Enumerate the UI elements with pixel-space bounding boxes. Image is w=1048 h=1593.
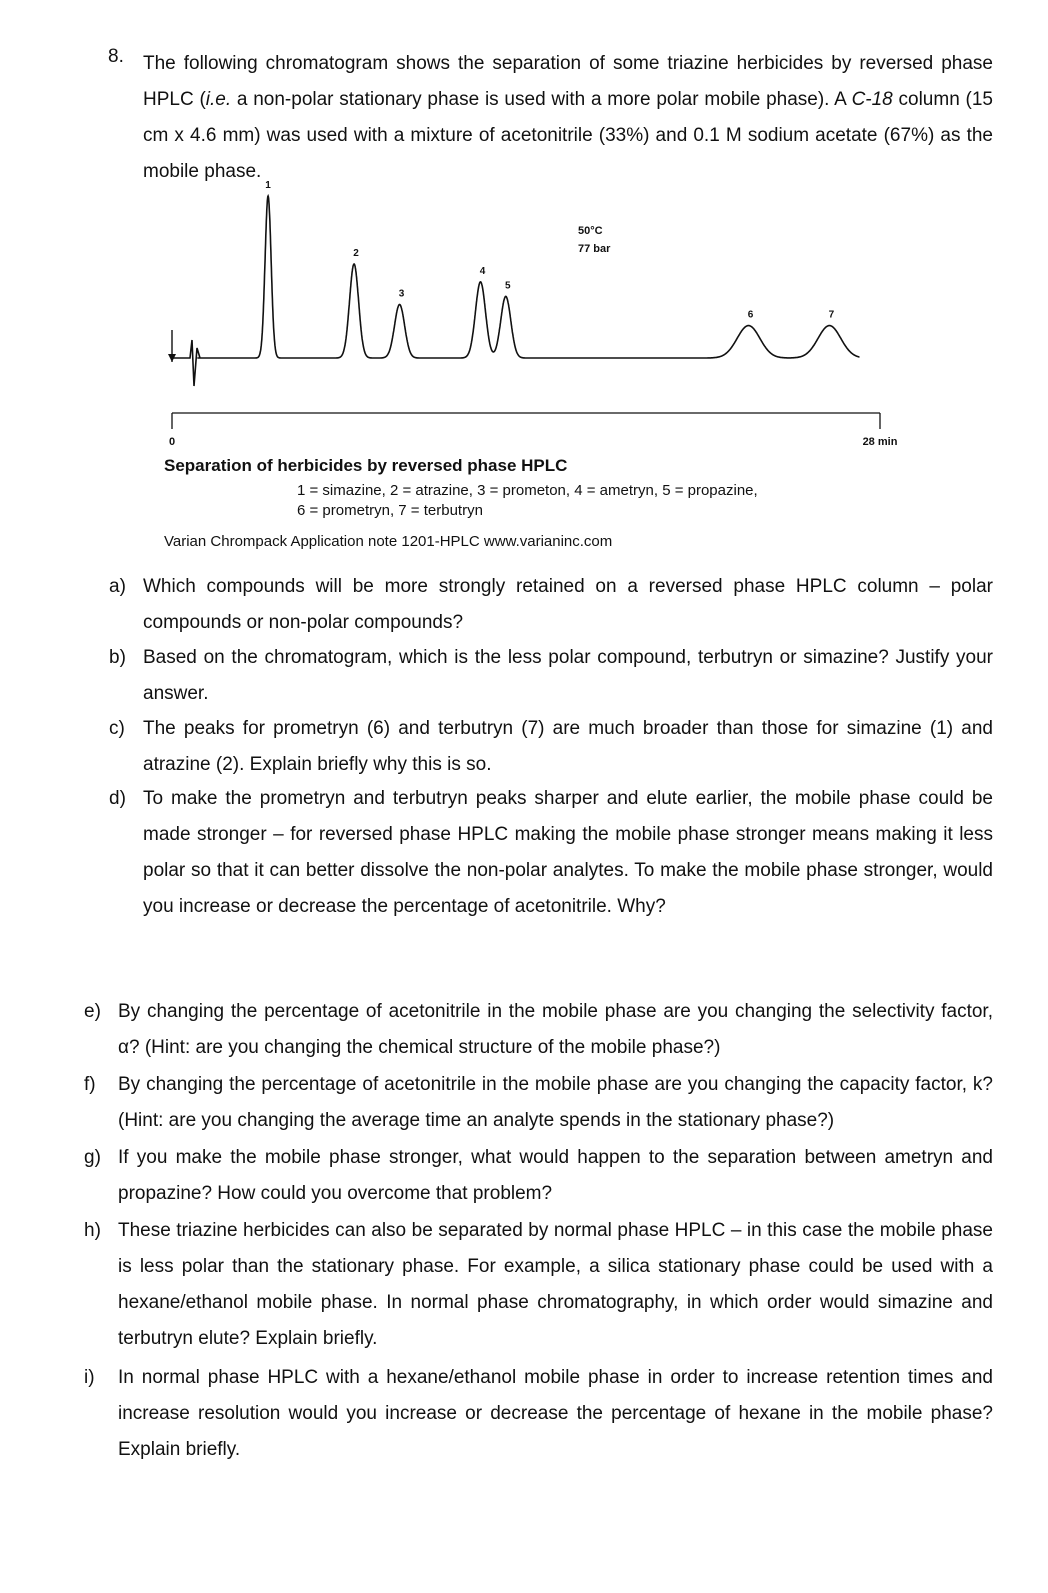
source-note: Varian Chrompack Application note 1201-HPLC www.varianinc.com	[164, 533, 613, 550]
part-text: Based on the chromatogram, which is the less polar compound, terbutryn or simazine? Justify your answer.	[143, 647, 993, 704]
part-f	[84, 1067, 993, 1139]
part-text: These triazine herbicides can also be separated by normal phase HPLC – in this case the mobile phase is less polar than the stationary phase. For example, a silica stationary phase could be used with a hexane/ethanol mobile phase. In normal phase chromatography, in which order would simazine and terbutryn elute? Explain briefly.	[118, 1220, 993, 1349]
peak-label: 3	[398, 288, 405, 300]
peak-label: 6	[747, 309, 754, 321]
part-label: e)	[84, 1001, 101, 1022]
peak-label: 7	[828, 309, 835, 321]
time-axis-start-label: 0	[168, 436, 176, 448]
part-label: f)	[84, 1074, 96, 1095]
part-b	[109, 640, 993, 712]
peak-label: 5	[504, 280, 511, 292]
part-label: a)	[109, 576, 126, 597]
part-text: Which compounds will be more strongly retained on a reversed phase HPLC column – polar compounds or non-polar compounds?	[143, 576, 993, 633]
part-text: By changing the percentage of acetonitrile in the mobile phase are you changing the capacity factor, k? (Hint: are you changing the average time an analyte spends in the stationary phase?)	[118, 1074, 993, 1131]
part-c	[109, 711, 993, 783]
chromatogram-svg	[150, 170, 930, 460]
part-g	[84, 1140, 993, 1212]
part-text: In normal phase HPLC with a hexane/ethanol mobile phase in order to increase retention times and increase resolution would you increase or decrease the percentage of hexane in the mobile phase? Explain briefly.	[118, 1367, 993, 1460]
peak-label: 2	[353, 248, 359, 260]
part-e	[84, 994, 993, 1066]
part-d	[109, 781, 993, 925]
legend-line-2: 6 = prometryn, 7 = terbutryn	[297, 502, 483, 519]
part-label: i)	[84, 1367, 95, 1388]
legend-line-1: 1 = simazine, 2 = atrazine, 3 = prometon, 4 = ametryn, 5 = propazine,	[297, 482, 758, 499]
peak-label: 4	[479, 265, 486, 277]
part-label: g)	[84, 1147, 101, 1168]
chromatogram-trace	[172, 196, 860, 386]
part-h	[84, 1213, 993, 1357]
part-i	[84, 1360, 993, 1468]
part-label: b)	[109, 647, 126, 668]
time-axis-end-label: 28 min	[862, 436, 898, 448]
question-number: 8.	[108, 46, 124, 67]
chromatogram	[150, 170, 930, 460]
intro-ie: i.e.	[205, 89, 232, 110]
part-text: To make the prometryn and terbutryn peaks sharper and elute earlier, the mobile phase could be made stronger – for reversed phase HPLC making the mobile phase stronger means making it less polar so that it can better dissolve the non-polar analytes. To make the mobile phase stronger, would you increase or decrease the percentage of acetonitrile. Why?	[143, 788, 993, 917]
intro-c18: C-18	[851, 89, 893, 110]
chart-legend	[297, 481, 758, 521]
part-label: h)	[84, 1220, 101, 1241]
intro-text-3: column (15 cm x 4.6 mm) was used with a mixture of acetonitrile (33%) and 0.1 M sodium acetate (67%) as the mobile phase.	[143, 89, 993, 182]
chart-title: Separation of herbicides by reversed phase HPLC	[164, 456, 568, 475]
part-text: If you make the mobile phase stronger, what would happen to the separation between ametryn and propazine? How could you overcome that problem?	[118, 1147, 993, 1204]
part-text: The peaks for prometryn (6) and terbutryn (7) are much broader than those for simazine (1) and atrazine (2). Explain briefly why this is so.	[143, 718, 993, 775]
part-label: d)	[109, 788, 126, 809]
condition-label: 50°C	[578, 225, 603, 237]
part-label: c)	[109, 718, 125, 739]
peak-label: 1	[265, 180, 271, 191]
question-intro	[143, 46, 993, 190]
part-text: By changing the percentage of acetonitrile in the mobile phase are you changing the selectivity factor, α? (Hint: are you changing the chemical structure of the mobile phase?)	[118, 1001, 993, 1058]
intro-text-1: The following chromatogram shows the separation of some triazine herbicides by reversed phase HPLC (	[143, 53, 993, 110]
condition-label: 77 bar	[578, 243, 611, 255]
part-a	[109, 569, 993, 641]
intro-text-2: a non-polar stationary phase is used with a more polar mobile phase). A	[231, 89, 852, 110]
